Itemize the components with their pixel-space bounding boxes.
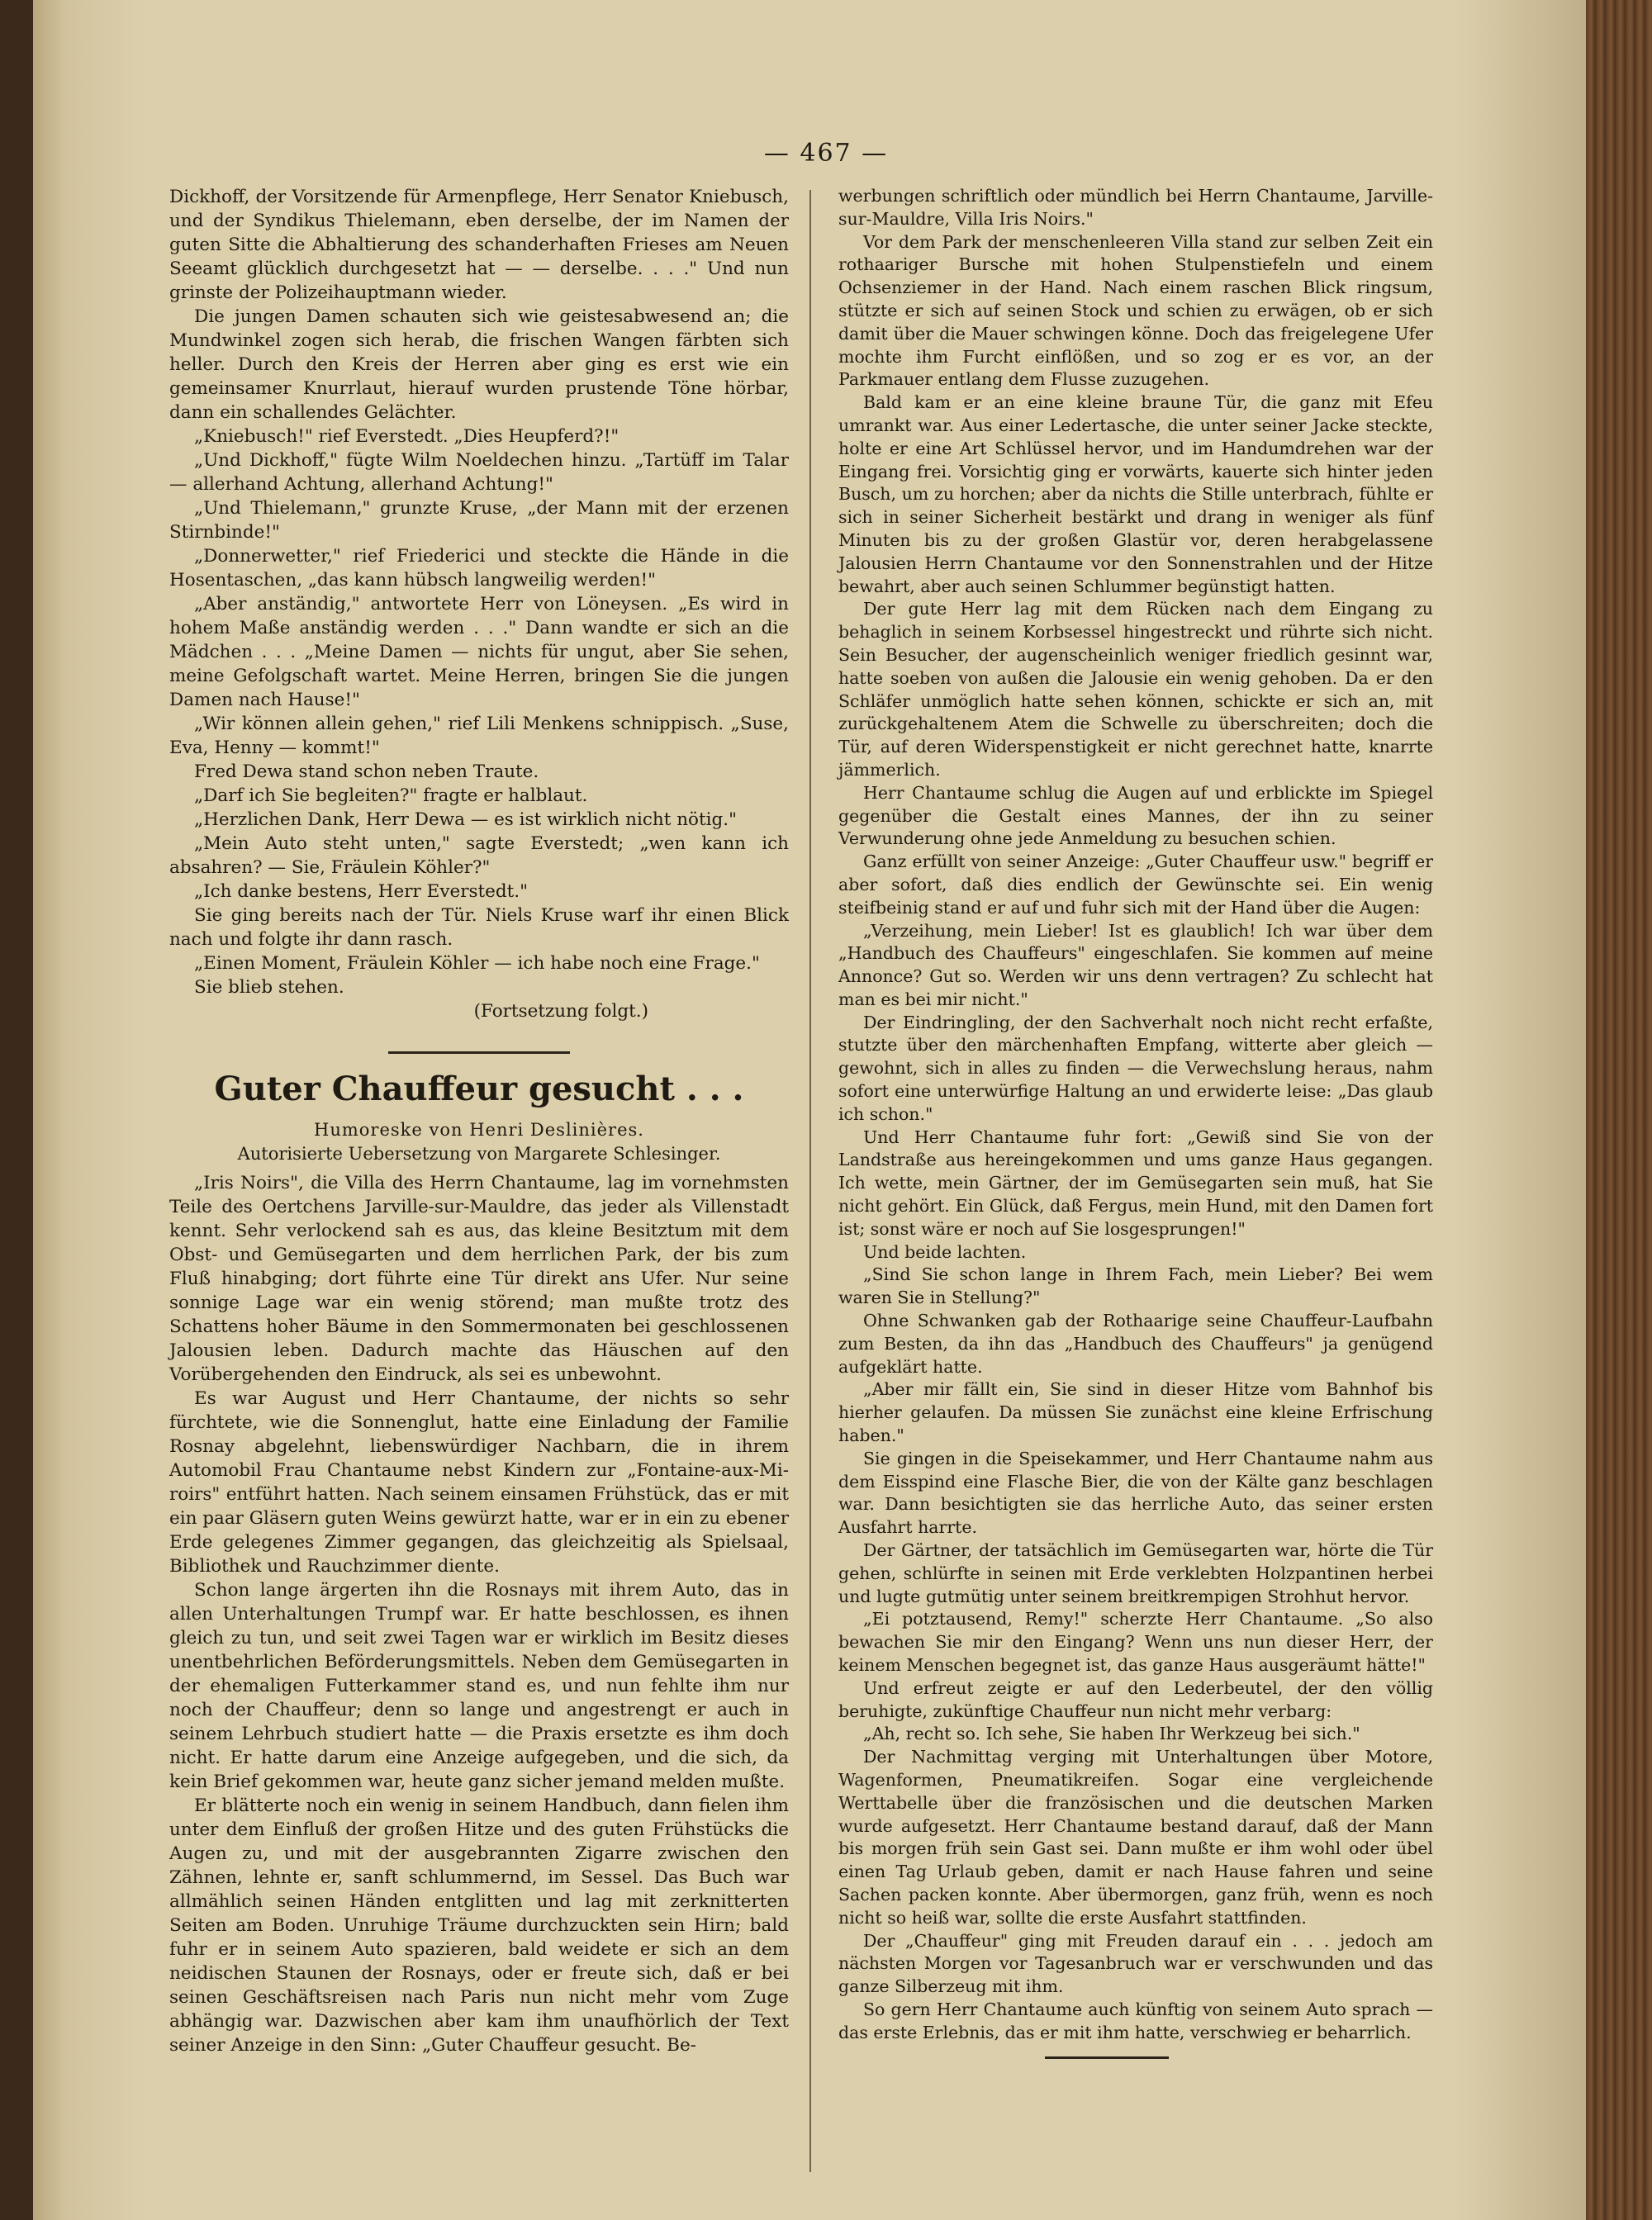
story-paragraph: Der Nachmittag verging mit Unterhaltungen über Motore, Wagenformen, Pneumatikreifen. Sogar eine vergleichende Werttabelle über die französischen und die deutschen Marken wurde aufgesetzt. Herr Chantaume bestand darauf, daß der Mann bis morgen früh sein Gast sei. Dann mußte er ihm wohl oder übel einen Tag Urlaub geben, damit er nach Hause fahren und seine Sachen packen konnte. Aber übermorgen, ganz früh, wenn es noch nicht so heiß war, sollte die erste Ausfahrt stattfinden. [838, 1747, 1433, 1928]
story-paragraph: „Ei potztausend, Remy!" scherzte Herr Chantaume. „So also bewachen Sie mir den Eingang? Wenn uns nun dieser Herr, der keinem Menschen begegnet ist, das ganze Haus ausgeräumt hätte!" [838, 1609, 1433, 1675]
story-paragraph: Vor dem Park der menschenleeren Villa stand zur selben Zeit ein rothaariger Bursche mit hohen Stulpenstiefeln und einem Ochsenziemer in der Hand. Nach einem raschen Blick ringsum, stützte er sich auf seinen Stock und schien zu erwägen, ob er sich damit über die Mauer schwingen könne. Doch das freigelegene Ufer mochte ihm Furcht einflößen, und so zog er es vor, an der Parkmauer entlang dem Flusse zuzugehen. [838, 231, 1433, 390]
page-number: — 467 — [763, 139, 889, 168]
paragraph: Die jungen Damen schauten sich wie geistesabwesend an; die Mundwinkel zogen sich herab, die frischen Wangen färbten sich heller. Durch den Kreis der Herren aber ging es erst wie ein gemeinsamer Knurrlaut, hierauf wurden prustende Töne hörbar, dann ein schallendes Gelächter. [169, 306, 789, 423]
paragraph: „Ich danke bestens, Herr Everstedt." [194, 881, 529, 902]
story-paragraph: „Ah, recht so. Ich sehe, Sie haben Ihr Werkzeug bei sich." [863, 1724, 1360, 1744]
paragraph: „Einen Moment, Fräulein Köhler — ich habe noch eine Frage." [194, 953, 760, 974]
story-paragraph: Und erfreut zeigte er auf den Lederbeutel, der den völlig beruhigte, zukünftige Chauffeur nun nicht mehr verbarg: [838, 1677, 1433, 1721]
story-subtitle: Humoreske von Henri Deslinières. [314, 1120, 644, 1140]
story-paragraph: „Iris Noirs", die Villa des Herrn Chantaume, lag im vornehmsten Teile des Oertchens Jarville-sur-Mauldre, das jeder als Villenstadt kennt. Sehr verlockend sah es aus, das kleine Besitztum mit dem Obst- und Gemüsegarten und dem herrlichen Park, der bis zum Fluß hinabging; dort führte eine Tür direkt ans Ufer. Nur seine sonnige Lage war ein wenig störend; man mußte trotz des Schattens hoher Bäume in den Sommermonaten bei geschlossenen Jalousien leben. Dadurch machte das Häuschen auf den Vorübergehenden den Eindruck, als sei es unbewohnt. [169, 1173, 789, 1385]
story-paragraph: Schon lange ärgerten ihn die Rosnays mit ihrem Auto, das in allen Unterhaltungen Trumpf war. Er hatte beschlossen, es ihnen gleich zu tun, und seit zwei Tagen war er wirklich im Besitz dieses unentbehrlichen Beförderungsmittels. Neben dem Gemüsegarten in der ehemaligen Futterkammer stand es, und nun fehlte ihm nur noch der Chauffeur; denn so lange und angestrengt er auch in seinem Lehrbuch studiert hatte — die Praxis ersetzte es ihm doch nicht. Er hatte darum eine Anzeige aufgegeben, und die sich, da kein Brief gekommen war, heute ganz sicher jemand melden mußte. [169, 1580, 789, 1792]
left-column [169, 185, 789, 2057]
story-paragraph: „Aber mir fällt ein, Sie sind in dieser Hitze vom Bahnhof bis hierher gelaufen. Da müssen Sie zunächst eine kleine Erfrischung haben." [838, 1379, 1433, 1446]
story-paragraph: So gern Herr Chantaume auch künftig von seinem Auto sprach — das erste Erlebnis, das er mit ihm hatte, verschwieg er beharrlich. [838, 1999, 1433, 2042]
paragraph: „Und Dickhoff," fügte Wilm Noeldechen hinzu. „Tartüff im Talar — allerhand Achtung, allerhand Achtung!" [169, 450, 789, 495]
paragraph: „Aber anständig," antwortete Herr von Löneysen. „Es wird in hohem Maße anständig werden . . ." Dann wandte er sich an die Mädchen . . . „Meine Damen — nichts für ungut, aber Sie sehen, meine Gefolgschaft wartet. Meine Herren, bringen Sie die jungen Damen nach Hause!" [169, 594, 789, 710]
story-paragraph: werbungen schriftlich oder mündlich bei Herrn Chantaume, Jarville-sur-Mauldre, Villa Iris Noirs." [838, 186, 1433, 229]
paragraph: Fred Dewa stand schon neben Traute. [194, 761, 539, 782]
story-translator: Autorisierte Uebersetzung von Margarete Schlesinger. [237, 1144, 721, 1164]
paragraph: „Kniebusch!" rief Everstedt. „Dies Heupferd?!" [194, 426, 620, 447]
story-paragraph: Der Eindringling, der den Sachverhalt noch nicht recht erfaßte, stutzte über den märchenhaften Empfang, witterte aber gleich — gewohnt, sich in alles zu finden — die Verwechslung heraus, nahm sofort eine unterwürfige Haltung an und erwiderte leise: „Das glaub ich schon." [838, 1012, 1433, 1124]
story-title: Guter Chauffeur gesucht . . . [214, 1070, 744, 1108]
story-paragraph: Ganz erfüllt von seiner Anzeige: „Guter Chauffeur usw." begriff er aber sofort, daß dies endlich der Gewünschte sei. Ein wenig steifbeinig stand er auf und fuhr sich mit der Hand über die Augen: [838, 851, 1433, 918]
paragraph: „Darf ich Sie begleiten?" fragte er halblaut. [194, 785, 588, 806]
end-rule [1045, 2056, 1169, 2059]
story-paragraph: Er blätterte noch ein wenig in seinem Handbuch, dann fielen ihm unter dem Einfluß der großen Hitze und des guten Frühstücks die Augen zu, und mit der ausgebrannten Zigarre zwischen den Zähnen, lehnte er, sanft schlummernd, im Sessel. Das Buch war allmählich seinen Händen entglitten und lag mit zerknitterten Seiten am Boden. Unruhige Träume durchzuckten sein Hirn; bald fuhr er in seinem Auto spazieren, bald weidete er sich an dem neidischen Staunen der Rosnays, oder er freute sich, daß er bei seinen Geschäftsreisen nach Paris nun nicht mehr vom Zuge abhängig war. Dazwischen aber kam ihm unaufhörlich der Text seiner Anzeige in den Sinn: „Guter Chauffeur gesucht. Be- [169, 1795, 789, 2056]
story-paragraph: Der gute Herr lag mit dem Rücken nach dem Eingang zu behaglich in seinem Korbsessel hingestreckt und rührte sich nicht. Sein Besucher, der augenscheinlich weniger friedlich gesinnt war, hatte soeben von außen die Jalousie ein wenig gehoben. Da er den Schläfer unmöglich hatte sehen können, schickte er sich an, mit zurückgehaltenem Atem die Schwelle zu überschreiten; doch die Tür, auf deren Widerspenstigkeit er nicht gerechnet hatte, knarrte jämmerlich. [838, 599, 1433, 780]
paragraph: Sie ging bereits nach der Tür. Niels Kruse warf ihr einen Blick nach und folgte ihr dann rasch. [169, 905, 789, 950]
story-paragraph: „Sind Sie schon lange in Ihrem Fach, mein Lieber? Bei wem waren Sie in Stellung?" [838, 1264, 1433, 1308]
story-paragraph: Der Gärtner, der tatsächlich im Gemüsegarten war, hörte die Tür gehen, schlürfte in seinen mit Erde verklebten Holzpantinen herbei und lugte gutmütig unter seinem breitkrempigen Strohhut hervor. [838, 1540, 1433, 1606]
book-spine [1586, 0, 1652, 2220]
story-paragraph: Herr Chantaume schlug die Augen auf und erblickte im Spiegel gegenüber die Gestalt eines Mannes, der ihn zu seiner Verwunderung ohne jede Anmeldung zu besuchen schien. [838, 782, 1433, 849]
right-column [838, 185, 1433, 2059]
story-paragraph: Bald kam er an eine kleine braune Tür, die ganz mit Efeu umrankt war. Aus einer Ledertasche, die unter seiner Jacke steckte, holte er eine Art Schlüssel hervor, und im Handumdrehen war der Eingang frei. Vorsichtig ging er vorwärts, kauerte sich hinter jeden Busch, um zu horchen; aber da nichts die Stille unterbrach, fühlte er sich in seiner Sicherheit bestärkt und drang in weniger als fünf Minuten bis zu der großen Glastür vor, deren herabgelassene Jalousien Herrn Chantaume vor den Sonnenstrahlen und der Hitze bewahrt, aber auch seinen Schlummer begünstigt hatten. [838, 392, 1433, 596]
paragraph: „Und Thielemann," grunzte Kruse, „der Mann mit der erzenen Stirnbinde!" [169, 498, 789, 543]
story-paragraph: Ohne Schwanken gab der Rothaarige seine Chauffeur-Laufbahn zum Besten, da ihn das „Handbuch des Chauffeurs" ja genügend aufgeklärt hatte. [838, 1311, 1433, 1377]
paragraph: „Donnerwetter," rief Friederici und steckte die Hände in die Hosentaschen, „das kann hübsch langweilig werden!" [169, 546, 789, 591]
paragraph: „Herzlichen Dank, Herr Dewa — es ist wirklich nicht nötig." [194, 809, 737, 830]
story-paragraph: Und beide lachten. [863, 1241, 1027, 1262]
story-paragraph: Es war August und Herr Chantaume, der nichts so sehr fürchtete, wie die Sonnenglut, hatte eine Einladung der Familie Rosnay abgelehnt, liebenswürdiger Nachbarn, die in ihrem Automobil Frau Chantaume nebst Kindern zur „Fontaine-aux-Mi-roirs" entführt hatten. Nach seinem einsamen Frühstück, das er mit ein paar Gläsern guten Weins gewürzt hatte, war er in ein zu ebener Erde gelegenes Zimmer gegangen, das gleichzeitig als Spielsaal, Bibliothek und Rauchzimmer diente. [169, 1388, 789, 1577]
story-paragraph: Der „Chauffeur" ging mit Freuden darauf ein . . . jedoch am nächsten Morgen vor Tagesanbruch war er verschwunden und das ganze Silberzeug mit ihm. [838, 1930, 1433, 1997]
paragraph: Dickhoff, der Vorsitzende für Armenpflege, Herr Senator Kniebusch, und der Syndikus Thielemann, eben derselbe, der im Namen der guten Sitte die Abhaltierung des schanderhaften Frieses am Neuen Seeamt glücklich durchgesetzt hat — — derselbe. . . ." Und nun grinste der Polizeihauptmann wieder. [169, 187, 789, 303]
paragraph: Sie blieb stehen. [194, 977, 344, 998]
section-rule [388, 1051, 570, 1054]
continuation-note: (Fortsetzung folgt.) [473, 1001, 648, 1022]
paragraph: „Mein Auto steht unten," sagte Everstedt; „wen kann ich absahren? — Sie, Fräulein Köhler?" [169, 833, 789, 878]
column-divider [809, 190, 811, 2172]
story-paragraph: Sie gingen in die Speisekammer, und Herr Chantaume nahm aus dem Eisspind eine Flasche Bier, die von der Kälte ganz beschlagen war. Dann besichtigten sie das herrliche Auto, das seiner ersten Ausfahrt harrte. [838, 1448, 1433, 1538]
paragraph: „Wir können allein gehen," rief Lili Menkens schnippisch. „Suse, Eva, Henny — kommt!" [169, 714, 789, 758]
story-paragraph: „Verzeihung, mein Lieber! Ist es glaublich! Ich war über dem „Handbuch des Chauffeurs" eingeschlafen. Sie kommen auf meine Annonce? Gut so. Werden wir uns denn vertragen? Zu schlecht hat man es bei mir nicht." [838, 920, 1433, 1009]
story-paragraph: Und Herr Chantaume fuhr fort: „Gewiß sind Sie von der Landstraße aus hereingekommen und ums ganze Haus gegangen. Ich wette, mein Gärtner, der im Gemüsegarten sein muß, hat Sie nicht gehört. Ein Glück, daß Fergus, mein Hund, mit den Damen fort ist; sonst wäre er noch auf Sie losgesprungen!" [838, 1127, 1433, 1239]
